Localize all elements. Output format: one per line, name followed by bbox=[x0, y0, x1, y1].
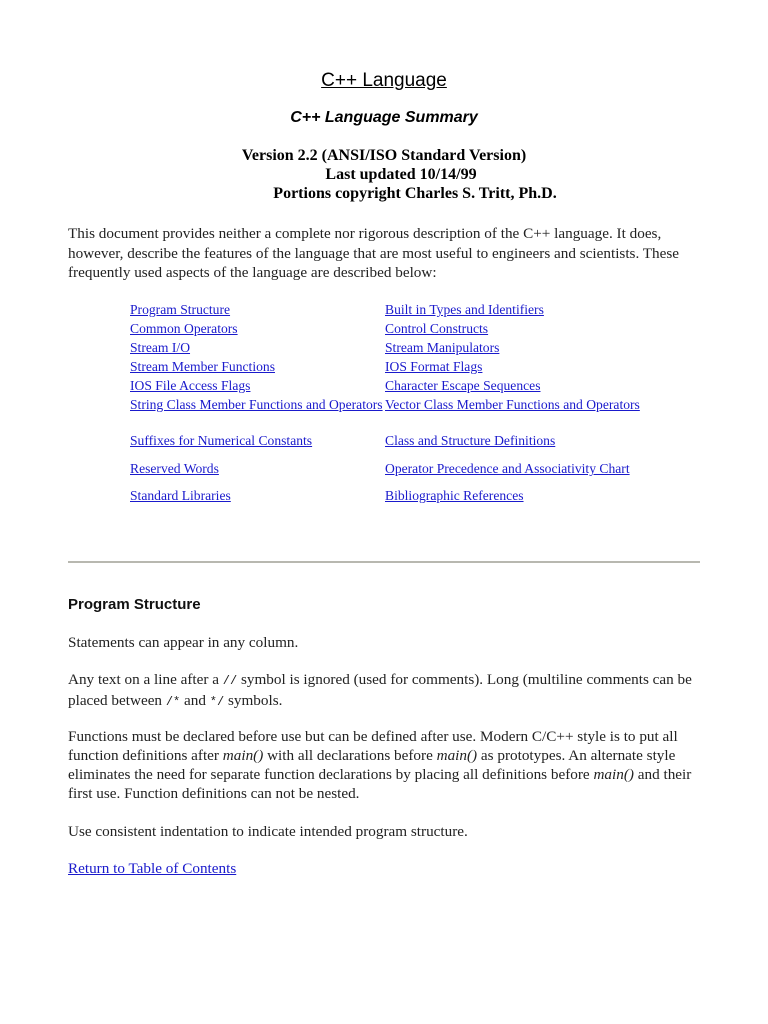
toc-link-control-constructs[interactable]: Control Constructs bbox=[385, 321, 489, 336]
toc-link-common-operators[interactable]: Common Operators bbox=[130, 321, 238, 336]
comment-close-code: */ bbox=[209, 695, 225, 709]
toc-link-bibliographic-references[interactable]: Bibliographic References bbox=[385, 488, 524, 503]
toc-link-stream-manipulators[interactable]: Stream Manipulators bbox=[385, 340, 500, 355]
functions-text-a: Functions must be declared before use but can be defined after use. Modern C/C++ style is to put all function definitions after bbox=[68, 728, 678, 764]
toc-link-class-structure-definitions[interactable]: Class and Structure Definitions bbox=[385, 433, 556, 448]
paragraph-columns: Statements can appear in any column. bbox=[68, 634, 299, 651]
toc-link-stream-io[interactable]: Stream I/O bbox=[130, 340, 191, 355]
main-function-ref: main() bbox=[593, 766, 634, 783]
comment-symbol-code: // bbox=[222, 674, 238, 688]
toc-link-string-class[interactable]: String Class Member Functions and Operators bbox=[130, 397, 383, 412]
document-title: C++ Language bbox=[321, 70, 447, 91]
toc-link-suffixes-numerical-constants[interactable]: Suffixes for Numerical Constants bbox=[130, 433, 313, 448]
main-function-ref: main() bbox=[222, 747, 264, 764]
intro-paragraph: This document provides neither a complete nor rigorous description of the C++ language. It does, however, describe the features of the language that are most useful to engineers and scientists. These frequently used aspects of the language are described below: bbox=[68, 225, 680, 281]
comment-open-code: /* bbox=[165, 695, 181, 709]
paragraph-comments bbox=[68, 670, 708, 712]
toc-link-character-escape-sequences[interactable]: Character Escape Sequences bbox=[385, 378, 541, 393]
version-line: Version 2.2 (ANSI/ISO Standard Version) bbox=[241, 147, 527, 164]
functions-text-b: with all declarations before bbox=[263, 747, 437, 764]
section-heading: Program Structure bbox=[68, 596, 201, 613]
functions-text-c: as prototypes. An alternate style eliminates the need for separate function declarations by placing all definitions before bbox=[68, 747, 676, 783]
document-subtitle: C++ Language Summary bbox=[290, 109, 478, 126]
comments-text-d: symbols. bbox=[224, 692, 283, 709]
table-of-contents bbox=[130, 300, 650, 505]
return-to-toc-link[interactable]: Return to Table of Contents bbox=[68, 860, 237, 877]
toc-link-ios-file-access-flags[interactable]: IOS File Access Flags bbox=[130, 378, 251, 393]
toc-link-operator-precedence[interactable]: Operator Precedence and Associativity Chart bbox=[385, 461, 630, 476]
toc-link-ios-format-flags[interactable]: IOS Format Flags bbox=[385, 359, 483, 374]
toc-link-stream-member-functions[interactable]: Stream Member Functions bbox=[130, 359, 275, 374]
paragraph-indentation: Use consistent indentation to indicate intended program structure. bbox=[68, 823, 468, 840]
copyright-line: Portions copyright Charles S. Tritt, Ph.D. bbox=[273, 185, 557, 202]
comments-text-b: symbol is ignored (used for comments). Long (multiline comments can be placed between bbox=[68, 671, 692, 709]
toc-link-reserved-words[interactable]: Reserved Words bbox=[130, 461, 219, 476]
paragraph-functions bbox=[68, 727, 708, 803]
section-divider bbox=[68, 561, 700, 563]
toc-link-program-structure[interactable]: Program Structure bbox=[130, 302, 231, 317]
main-function-ref: main() bbox=[436, 747, 478, 764]
toc-link-vector-class[interactable]: Vector Class Member Functions and Operators bbox=[385, 397, 640, 412]
version-block bbox=[0, 146, 768, 203]
comments-text-a: Any text on a line after a bbox=[68, 671, 223, 688]
updated-line: Last updated 10/14/99 bbox=[325, 166, 477, 183]
functions-text-d: and their first use. Function definitions can not be nested. bbox=[68, 766, 692, 802]
comments-text-c: and bbox=[180, 692, 210, 709]
toc-link-standard-libraries[interactable]: Standard Libraries bbox=[130, 488, 231, 503]
toc-link-built-in-types[interactable]: Built in Types and Identifiers bbox=[385, 302, 544, 317]
